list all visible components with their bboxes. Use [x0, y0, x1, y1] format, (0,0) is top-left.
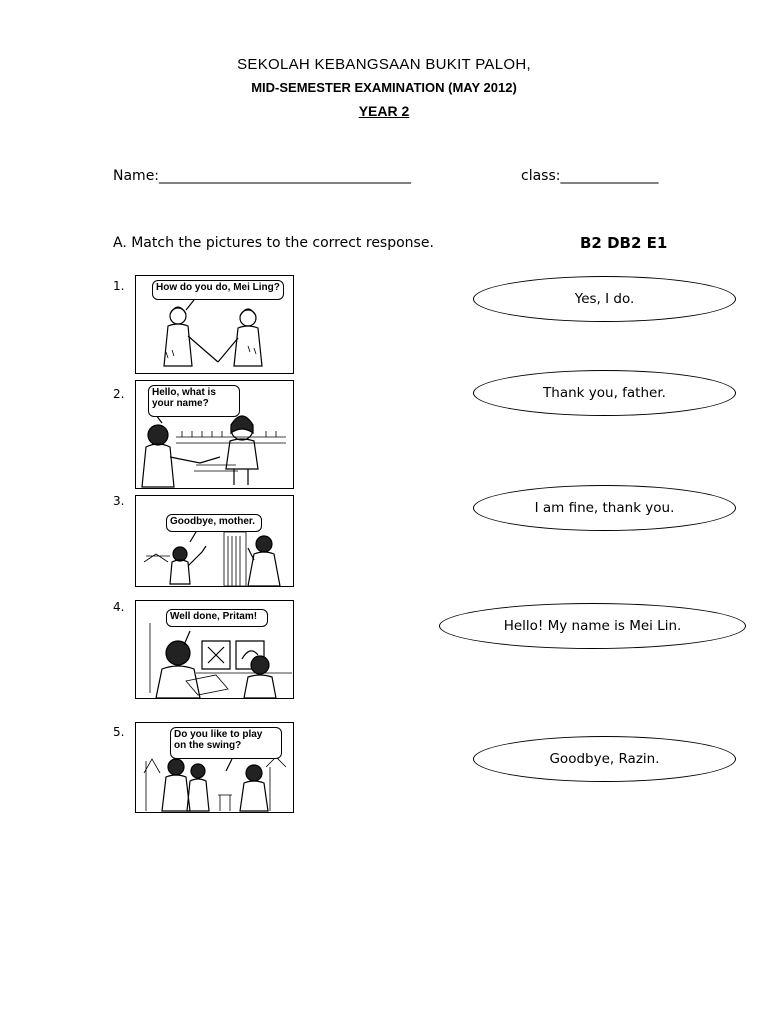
speech-line-5b: on the swing?: [174, 740, 242, 751]
response-oval-4[interactable]: [439, 603, 746, 649]
year-label: YEAR 2: [358, 103, 410, 119]
response-text-2: Thank you, father.: [543, 385, 666, 401]
response-oval-2[interactable]: [473, 370, 736, 416]
exam-title: MID-SEMESTER EXAMINATION (MAY 2012): [251, 80, 517, 95]
section-code: B2 DB2 E1: [580, 234, 668, 252]
speech-bubble-5: [170, 727, 282, 759]
question-picture-3: [135, 495, 294, 587]
speech-bubble-4: Well done, Pritam!: [166, 609, 268, 627]
response-oval-5[interactable]: [473, 736, 736, 782]
speech-line-2b: your name?: [152, 398, 209, 409]
question-number-5: 5.: [113, 725, 125, 739]
section-instruction: A. Match the pictures to the correct response.: [113, 235, 434, 251]
response-text-5: Goodbye, Razin.: [549, 751, 660, 767]
class-field: class:______________: [521, 168, 659, 184]
goodbye-illustration: [136, 496, 293, 586]
question-picture-5: [135, 722, 294, 813]
response-oval-1[interactable]: [473, 276, 736, 322]
question-number-4: 4.: [113, 600, 125, 614]
response-text-3: I am fine, thank you.: [534, 500, 675, 516]
speech-bubble-2: [148, 385, 240, 417]
speech-bubble-3: Goodbye, mother.: [166, 514, 262, 532]
school-name: SEKOLAH KEBANGSAAN BUKIT PALOH,: [237, 56, 531, 73]
response-text-1: Yes, I do.: [574, 291, 635, 307]
question-number-3: 3.: [113, 494, 125, 508]
year-heading: [0, 103, 768, 119]
speech-bubble-1: How do you do, Mei Ling?: [152, 280, 284, 300]
question-number-2: 2.: [113, 387, 125, 401]
response-oval-3[interactable]: [473, 485, 736, 531]
response-text-4: Hello! My name is Mei Lin.: [503, 618, 682, 634]
question-picture-2: [135, 380, 294, 489]
question-picture-1: [135, 275, 294, 374]
question-picture-4: [135, 600, 294, 699]
speech-line-2a: Hello, what is: [152, 387, 216, 398]
speech-line-5a: Do you like to play: [174, 729, 263, 740]
name-field: Name:____________________________________: [113, 168, 412, 184]
question-number-1: 1.: [113, 279, 125, 293]
